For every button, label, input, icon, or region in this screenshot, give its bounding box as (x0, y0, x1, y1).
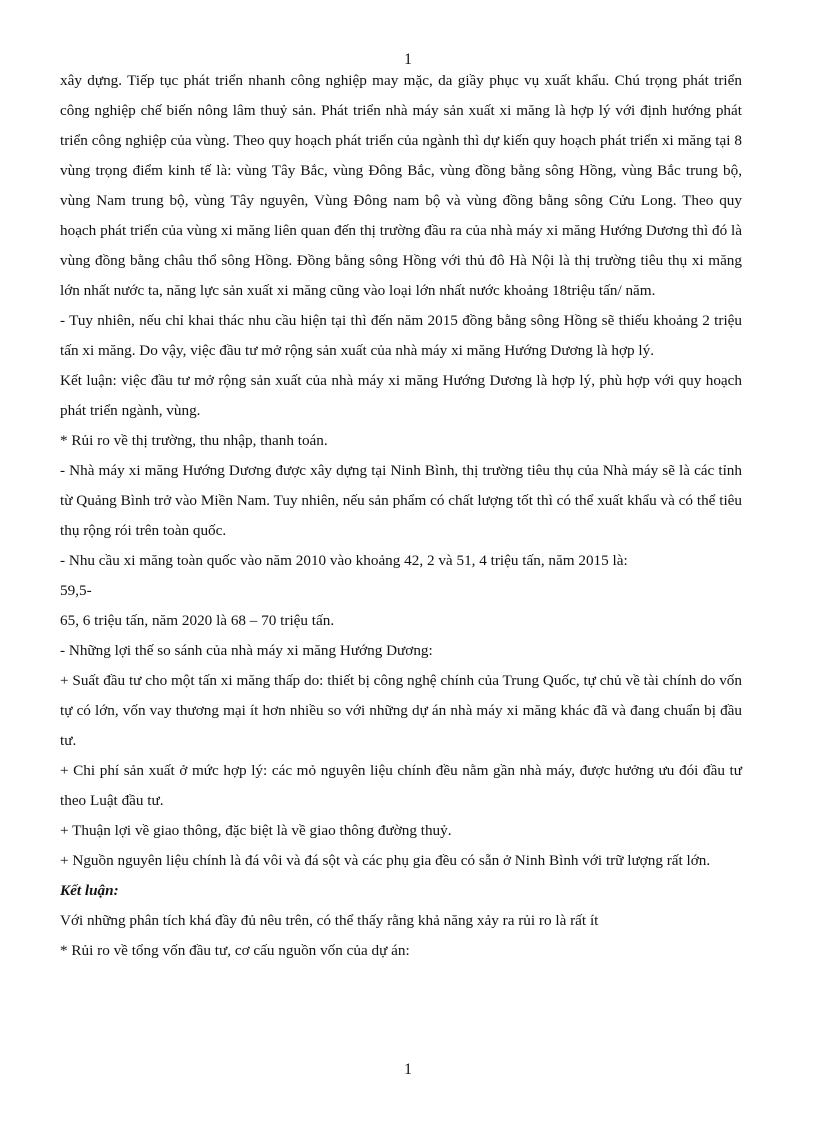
document-body (60, 66, 742, 966)
paragraph-market-risk-heading: * Rủi ro về thị trường, thu nhập, thanh toán. (60, 432, 328, 449)
paragraph-demand-range-start: 59,5- (60, 582, 92, 599)
paragraph-cement-planning: xây dựng. Tiếp tục phát triển nhanh công nghiệp may mặc, da giầy phục vụ xuất khẩu. Chú trọng phát triển công nghiệp chế biến nông lâm thuỷ sản. Phát triển nhà máy sản xuất xi măng là hợp lý với định hướng phát triển công nghiệp của vùng. Theo quy hoạch phát triển của ngành thì dự kiến quy hoạch phát triển xi măng tại 8 vùng trọng điểm kinh tế là: vùng Tây Bắc, vùng Đông Bắc, vùng đồng bằng sông Hồng, vùng Bắc trung bộ, vùng Nam trung bộ, vùng Tây nguyên, Vùng Đông nam bộ và vùng đồng bằng sông Cửu Long. Theo quy hoạch phát triển của vùng xi măng liên quan đến thị trường đầu ra của nhà máy xi măng Hướng Dương thì đó là vùng đồng bằng châu thổ sông Hồng. Đồng bằng sông Hồng với thủ đô Hà Nội là thị trường tiêu thụ xi măng lớn nhất nước ta, năng lực sản xuất xi măng cũng vào loại lớn nhất nước khoảng 18triệu tấn/ năm. (60, 72, 742, 299)
page-number-top: 1 (404, 51, 412, 68)
paragraph-advantage-transport: + Thuận lợi về giao thông, đặc biệt là về giao thông đường thuỷ. (60, 822, 452, 839)
paragraph-advantages-heading: - Những lợi thế so sánh của nhà máy xi măng Hướng Dương: (60, 642, 433, 659)
paragraph-demand-range-end: 65, 6 triệu tấn, năm 2020 là 68 – 70 triệu tấn. (60, 612, 335, 629)
paragraph-shortage: - Tuy nhiên, nếu chỉ khai thác nhu cầu hiện tại thì đến năm 2015 đồng bằng sông Hồng sẽ thiếu khoảng 2 triệu tấn xi măng. Do vậy, việc đầu tư mở rộng sản xuất của nhà máy xi măng Hướng Dương là hợp lý. (60, 312, 742, 359)
paragraph-advantage-materials: + Nguồn nguyên liệu chính là đá vôi và đá sột và các phụ gia đều có sẵn ở Ninh Bình với trữ lượng rất lớn. (60, 852, 711, 869)
paragraph-advantage-cost: + Chi phí sản xuất ở mức hợp lý: các mỏ nguyên liệu chính đều nằm gần nhà máy, được hưởng ưu đói đầu tư theo Luật đầu tư. (60, 762, 742, 809)
paragraph-national-demand: - Nhu cầu xi măng toàn quốc vào năm 2010 vào khoảng 42, 2 và 51, 4 triệu tấn, năm 2015 là: (60, 552, 628, 569)
paragraph-advantage-investment: + Suất đầu tư cho một tấn xi măng thấp do: thiết bị công nghệ chính của Trung Quốc, tự chủ về tài chính do vốn tự có lớn, vốn vay thương mại ít hơn nhiều so với những dự án nhà máy xi măng khác đã và đang chuẩn bị đầu tư. (60, 672, 742, 749)
page-number-bottom: 1 (404, 1061, 412, 1078)
paragraph-capital-risk-heading: * Rủi ro về tổng vốn đầu tư, cơ cấu nguồn vốn của dự án: (60, 942, 410, 959)
conclusion-heading: Kết luận: (60, 882, 119, 899)
paragraph-market-location: - Nhà máy xi măng Hướng Dương được xây dựng tại Ninh Bình, thị trường tiêu thụ của Nhà máy sẽ là các tỉnh từ Quảng Bình trở vào Miền Nam. Tuy nhiên, nếu sản phẩm có chất lượng tốt thì có thể xuất khẩu và có thể tiêu thụ rộng rói trên toàn quốc. (60, 462, 742, 539)
paragraph-conclusion-risk: Với những phân tích khá đầy đủ nêu trên, có thể thấy rằng khả năng xảy ra rủi ro là rất ít (60, 912, 599, 929)
paragraph-conclusion-planning: Kết luận: việc đầu tư mở rộng sản xuất của nhà máy xi măng Hướng Dương là hợp lý, phù hợp với quy hoạch phát triển ngành, vùng. (60, 372, 742, 419)
